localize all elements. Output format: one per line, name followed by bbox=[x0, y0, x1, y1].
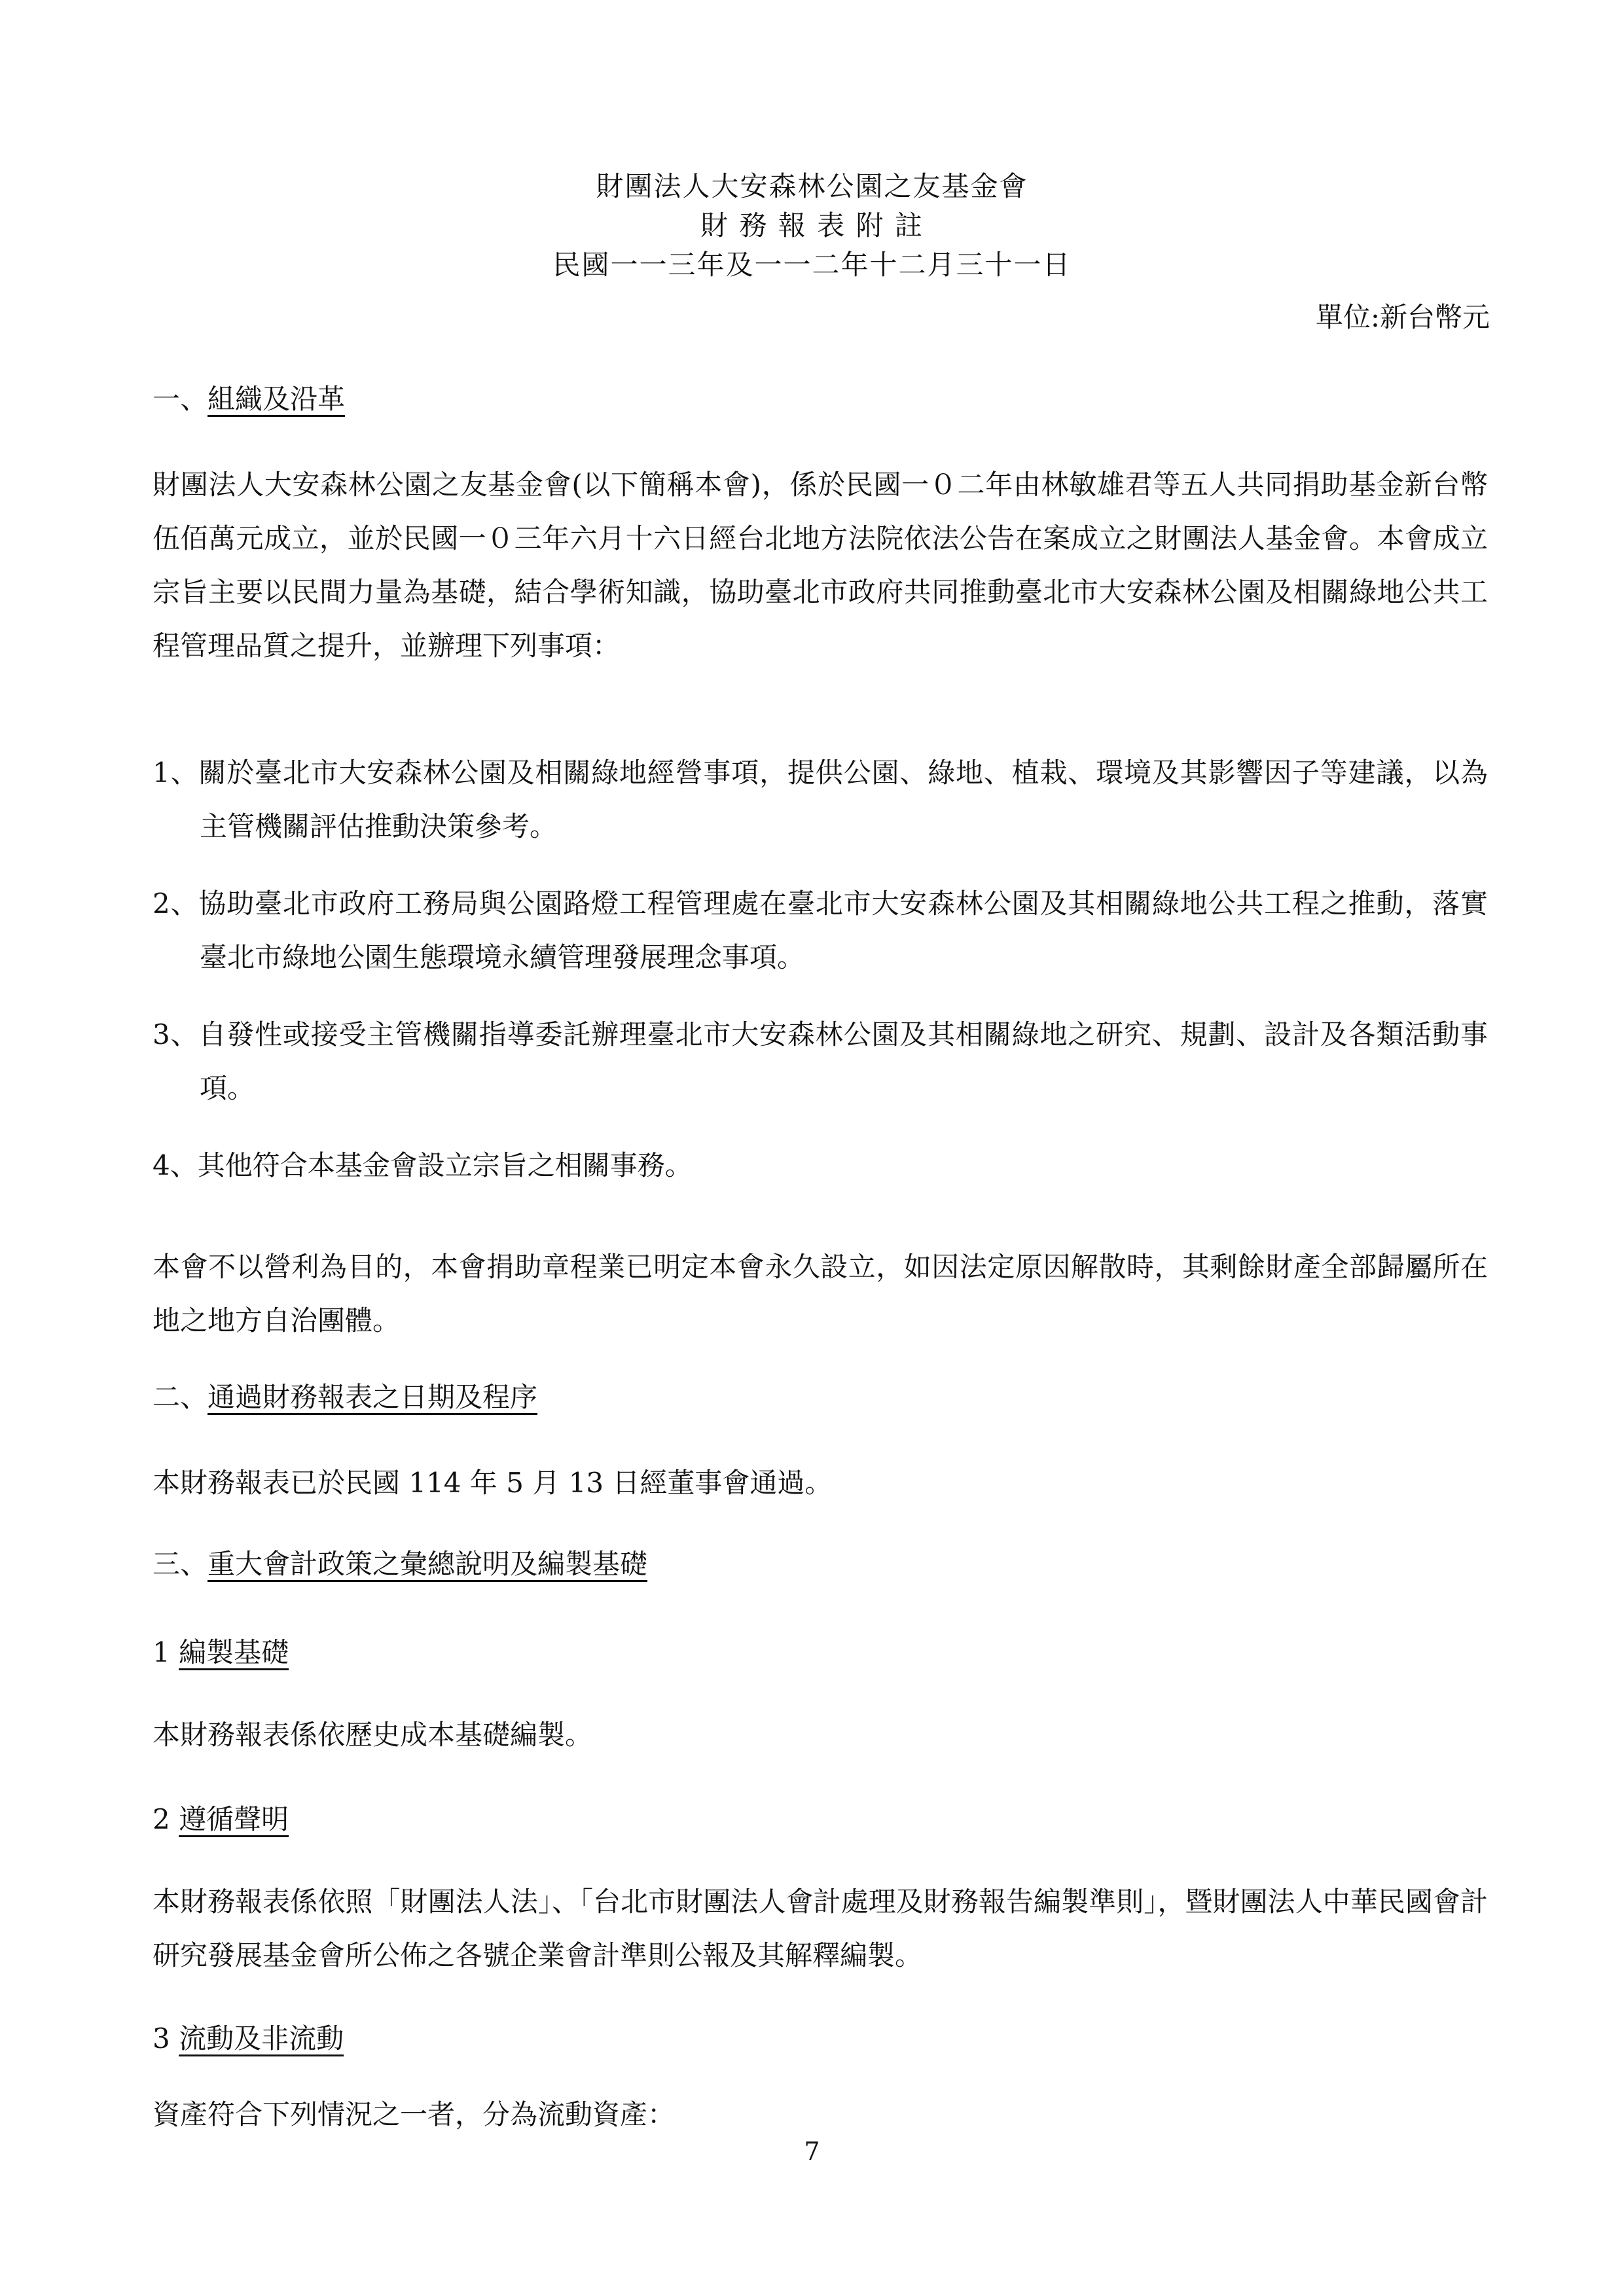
subsection-1-number: 1 bbox=[153, 1636, 170, 1668]
section-1-closing: 本會不以營利為目的，本會捐助章程業已明定本會永久設立，如因法定原因解散時，其剩餘財產全部歸屬所在地之地方自治團體。 bbox=[153, 1251, 1488, 1336]
subsection-3-text: 資產符合下列情況之一者，分為流動資產： bbox=[153, 2098, 676, 2130]
section-2-title: 通過財務報表之日期及程序 bbox=[208, 1381, 538, 1413]
subsection-3-heading bbox=[153, 2019, 344, 2058]
reporting-period: 民國一一三年及一一二年十二月三十一日 bbox=[552, 249, 1072, 281]
subsection-2-heading bbox=[153, 1800, 289, 1839]
section-1-item-1: 1、關於臺北市大安森林公園及相關綠地經營事項，提供公園、綠地、植栽、環境及其影響因子等建議，以為主管機關評估推動決策參考。 bbox=[153, 757, 1488, 842]
section-1-item-4: 4、其他符合本基金會設立宗旨之相關事務。 bbox=[153, 1149, 693, 1181]
subsection-1-text: 本財務報表係依歷史成本基礎編製。 bbox=[153, 1719, 593, 1751]
section-2-text: 本財務報表已於民國 114 年 5 月 13 日經董事會通過。 bbox=[153, 1467, 833, 1499]
subsection-2-title: 遵循聲明 bbox=[179, 1803, 289, 1835]
organization-name: 財團法人大安森林公園之友基金會 bbox=[596, 170, 1028, 202]
document-title: 財 務 報 表 附 註 bbox=[700, 209, 924, 242]
section-3-title: 重大會計政策之彙總說明及編製基礎 bbox=[208, 1548, 648, 1580]
subsection-1-heading bbox=[153, 1633, 289, 1672]
section-3-heading bbox=[153, 1545, 647, 1584]
page-number: 7 bbox=[804, 2137, 820, 2166]
section-1-prefix: 一、 bbox=[153, 383, 208, 415]
section-1-title: 組織及沿革 bbox=[208, 383, 346, 415]
currency-unit: 單位:新台幣元 bbox=[1315, 301, 1490, 333]
section-1-item-3: 3、自發性或接受主管機關指導委託辦理臺北市大安森林公園及其相關綠地之研究、規劃、設計及各類活動事項。 bbox=[153, 1018, 1488, 1104]
subsection-2-text: 本財務報表係依照「財團法人法」、「台北市財團法人會計處理及財務報告編製準則」，暨財團法人中華民國會計研究發展基金會所公佈之各號企業會計準則公報及其解釋編製。 bbox=[153, 1886, 1488, 1971]
subsection-3-number: 3 bbox=[153, 2022, 170, 2054]
subsection-3-title: 流動及非流動 bbox=[179, 2022, 344, 2054]
title-block bbox=[0, 167, 1624, 285]
subsection-2-number: 2 bbox=[153, 1803, 170, 1835]
section-1-item-2: 2、協助臺北市政府工務局與公園路燈工程管理處在臺北市大安森林公園及其相關綠地公共工程之推動，落實臺北市綠地公園生態環境永續管理發展理念事項。 bbox=[153, 888, 1488, 973]
section-1-heading bbox=[153, 380, 345, 419]
section-2-prefix: 二、 bbox=[153, 1381, 208, 1413]
subsection-1-title: 編製基礎 bbox=[179, 1636, 289, 1668]
section-3-prefix: 三、 bbox=[153, 1548, 208, 1580]
section-2-heading bbox=[153, 1378, 537, 1417]
section-1-intro: 財團法人大安森林公園之友基金會(以下簡稱本會)，係於民國一０二年由林敏雄君等五人共同捐助基金新台幣伍佰萬元成立，並於民國一０三年六月十六日經台北地方法院依法公告在案成立之財團法人基金會。本會成立宗旨主要以民間力量為基礎，結合學術知識，協助臺北市政府共同推動臺北市大安森林公園及相關綠地公共工程管理品質之提升，並辦理下列事項： bbox=[153, 469, 1488, 662]
